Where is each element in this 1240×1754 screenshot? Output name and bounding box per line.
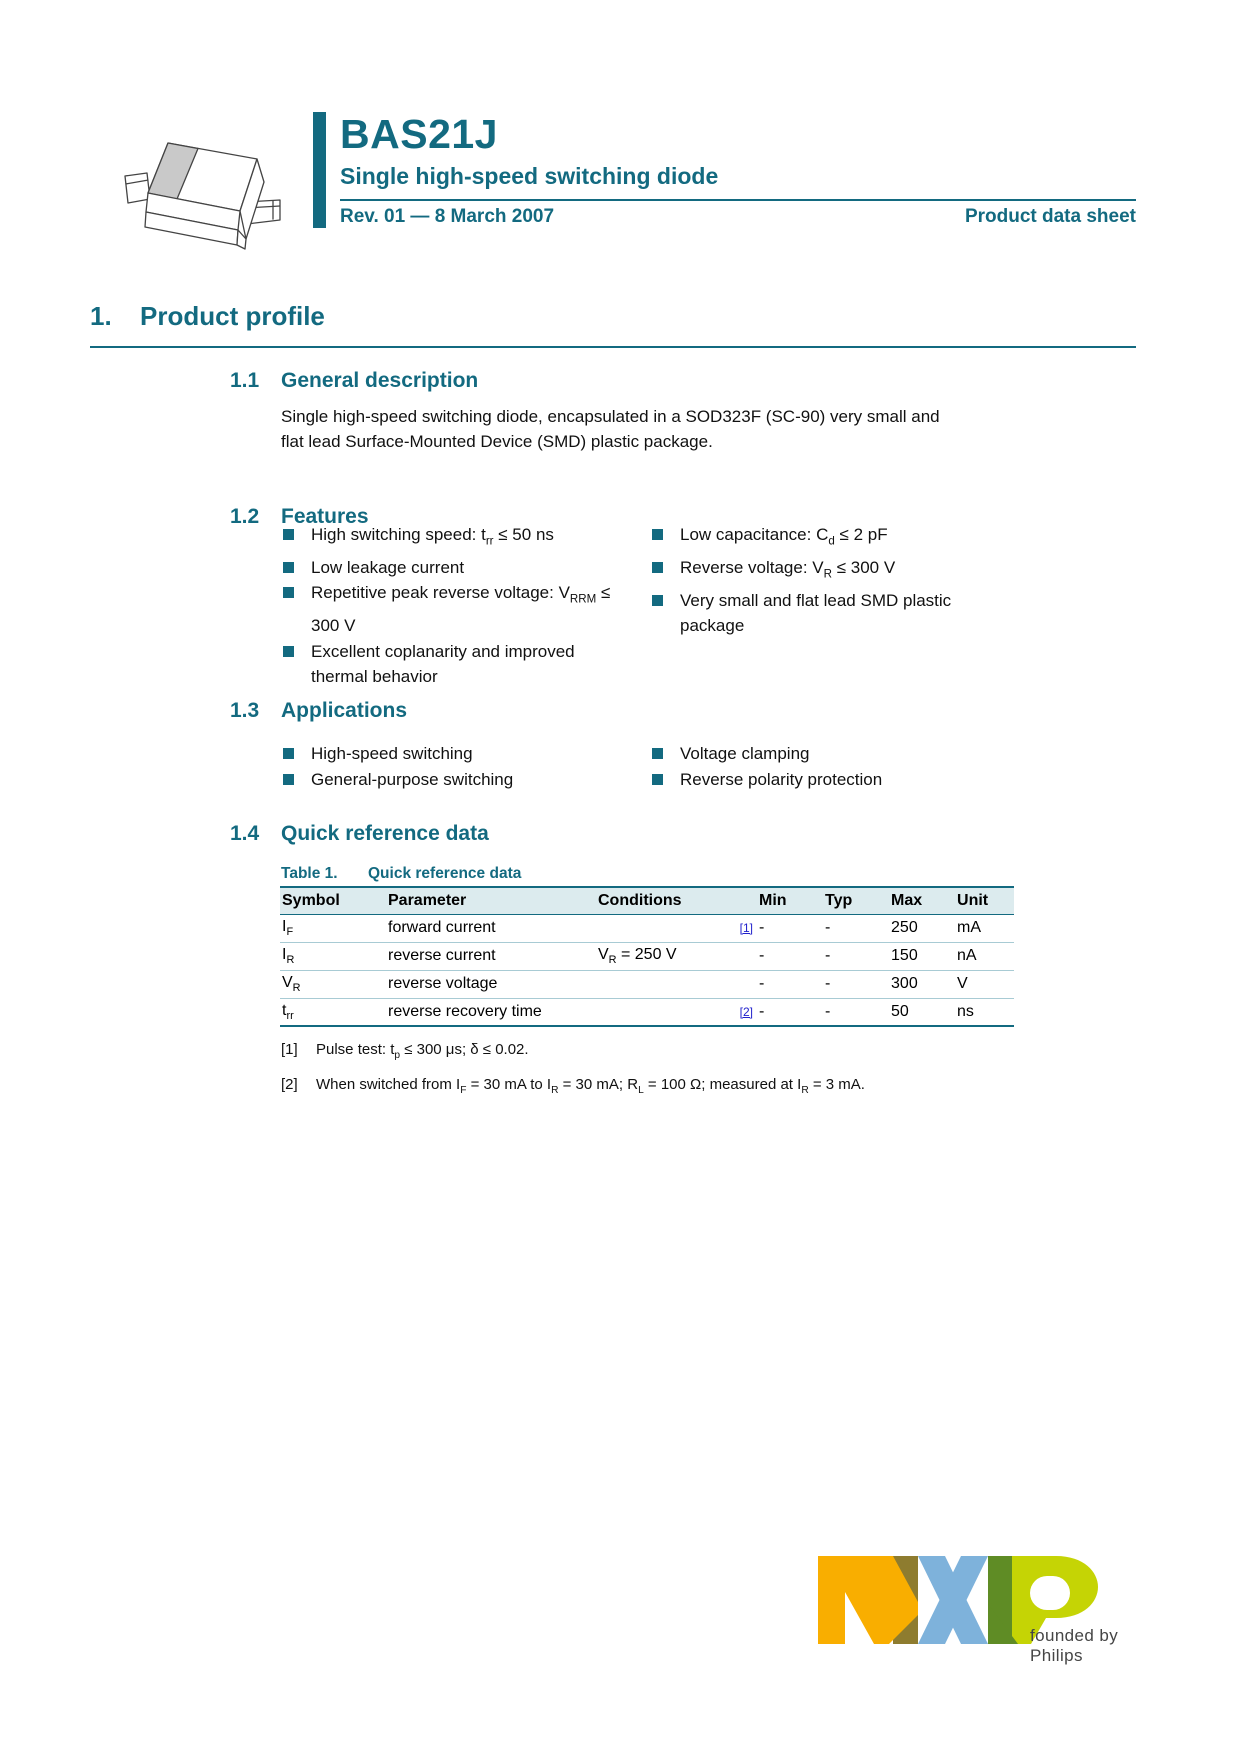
table-caption-label: Table 1.	[281, 865, 338, 882]
subsection-number: 1.4	[230, 822, 260, 845]
max-cell: 50	[891, 1002, 909, 1020]
list-item: High switching speed: $t_{rr} \le 50$ ns	[281, 522, 650, 555]
square-bullet-icon	[652, 774, 663, 785]
subsection-title: Features	[281, 505, 369, 528]
footnote-link[interactable]: [1]	[739, 920, 754, 935]
list-item: Very small and flat lead SMD plastic package	[650, 588, 1021, 639]
section-1-heading	[90, 301, 1136, 348]
subsection-title: General description	[281, 369, 479, 392]
subsection-title: Quick reference data	[281, 822, 489, 845]
square-bullet-icon	[283, 587, 294, 598]
unit-cell: mA	[957, 919, 982, 936]
square-bullet-icon	[283, 646, 294, 657]
footnote-text: When switched from $I_F = 30$ mA to $I_R = 30$ mA; $R_L = 100$ Ω; measured at $I_R = 3$ mA.	[316, 1076, 865, 1096]
table-caption	[281, 865, 521, 883]
table-footnotes	[281, 1041, 1141, 1111]
symbol-cell: $t_{rr}$	[282, 1001, 294, 1022]
page-title: BAS21J	[340, 111, 498, 157]
column-header: Symbol	[282, 891, 340, 909]
list-item: Reverse polarity protection	[650, 767, 1021, 793]
section-title: Product profile	[140, 301, 325, 331]
logo-letter-p-counter	[1030, 1576, 1070, 1610]
applications-list	[281, 741, 1021, 792]
footnote	[281, 1076, 1141, 1100]
conditions-cell	[596, 970, 727, 998]
section-number: 1.	[90, 301, 112, 331]
table-row	[280, 914, 1014, 942]
max-cell: 150	[891, 947, 918, 964]
section-1-3-heading	[230, 699, 407, 723]
conditions-cell	[596, 998, 727, 1026]
column-header: Conditions	[598, 891, 682, 909]
parameter-cell: reverse recovery time	[388, 1002, 542, 1020]
square-bullet-icon	[652, 595, 663, 606]
min-cell: -	[759, 975, 765, 992]
square-bullet-icon	[283, 748, 294, 759]
parameter-cell: reverse current	[388, 947, 496, 964]
logo-tagline: founded by Philips	[1030, 1626, 1119, 1665]
subsection-title: Applications	[281, 699, 408, 722]
list-item: Low leakage current	[281, 555, 650, 581]
square-bullet-icon	[652, 562, 663, 573]
unit-cell: ns	[957, 1002, 974, 1020]
footnote-text: Pulse test: $t_p \le 300$ μs; δ ≤ 0.02.	[316, 1041, 529, 1061]
unit-cell: V	[957, 975, 968, 992]
typ-cell: -	[825, 947, 831, 964]
square-bullet-icon	[283, 774, 294, 785]
column-header: Min	[759, 891, 787, 909]
paragraph-line: Single high-speed switching diode, encapsulated in a SOD323F (SC-90) very small and	[281, 407, 940, 426]
table-caption-text: Quick reference data	[368, 865, 522, 882]
list-item: High-speed switching	[281, 741, 650, 767]
list-item: Excellent coplanarity and improved thermal behavior	[281, 639, 650, 690]
parameter-cell: forward current	[388, 919, 496, 936]
quick-reference-table	[280, 886, 1014, 1027]
package-3d-drawing	[100, 113, 300, 260]
symbol-cell: $I_F$	[282, 917, 294, 939]
features-list	[281, 522, 1021, 690]
column-header: Parameter	[388, 891, 467, 909]
table-row	[280, 970, 1014, 998]
typ-cell: -	[825, 1002, 831, 1020]
nxp-logo	[818, 1556, 1148, 1665]
typ-cell: -	[825, 919, 831, 936]
table-row	[280, 998, 1014, 1026]
square-bullet-icon	[652, 529, 663, 540]
symbol-cell: $I_R$	[282, 945, 295, 967]
paragraph-line: flat lead Surface-Mounted Device (SMD) plastic package.	[281, 432, 713, 451]
list-item: Reverse voltage: $V_R \le 300$ V	[650, 555, 1021, 588]
conditions-cell	[596, 914, 727, 942]
header-rule	[340, 199, 1136, 201]
document-subtitle: Single high-speed switching diode	[340, 163, 719, 189]
list-item: Repetitive peak reverse voltage: $V_{RRM} \le 300$ V	[281, 580, 650, 638]
list-item: Low capacitance: $C_d \le 2$ pF	[650, 522, 1021, 555]
table-header-row	[280, 887, 1014, 914]
column-header: Max	[891, 891, 923, 909]
min-cell: -	[759, 947, 765, 964]
package-left-lead	[125, 173, 150, 203]
footnote-marker: [1]	[281, 1041, 298, 1058]
footnote-link[interactable]: [2]	[739, 1004, 754, 1019]
max-cell: 250	[891, 919, 918, 936]
column-header: Typ	[825, 891, 853, 909]
symbol-cell: $V_R$	[282, 973, 301, 995]
revision-date: Rev. 01 — 8 March 2007	[340, 206, 555, 227]
parameter-cell: reverse voltage	[388, 975, 498, 992]
square-bullet-icon	[283, 562, 294, 573]
subsection-number: 1.3	[230, 699, 260, 722]
table-row	[280, 942, 1014, 970]
list-item: Voltage clamping	[650, 741, 1021, 767]
square-bullet-icon	[283, 529, 294, 540]
document-type: Product data sheet	[964, 206, 1136, 227]
footnote-marker: [2]	[281, 1076, 298, 1093]
section-1-1-heading	[230, 369, 478, 393]
footnote	[281, 1041, 1141, 1065]
typ-cell: -	[825, 975, 831, 992]
min-cell: -	[759, 1002, 765, 1020]
list-item: General-purpose switching	[281, 767, 650, 793]
general-description-paragraph	[281, 404, 940, 454]
unit-cell: nA	[957, 947, 977, 964]
conditions-cell: $V_R = 250$ V	[598, 945, 677, 967]
column-header: Unit	[957, 891, 989, 909]
subsection-number: 1.1	[230, 369, 260, 392]
min-cell: -	[759, 919, 765, 936]
max-cell: 300	[891, 975, 918, 992]
document-header	[313, 112, 1136, 228]
subsection-number: 1.2	[230, 505, 260, 528]
square-bullet-icon	[652, 748, 663, 759]
section-1-4-heading	[230, 822, 489, 846]
